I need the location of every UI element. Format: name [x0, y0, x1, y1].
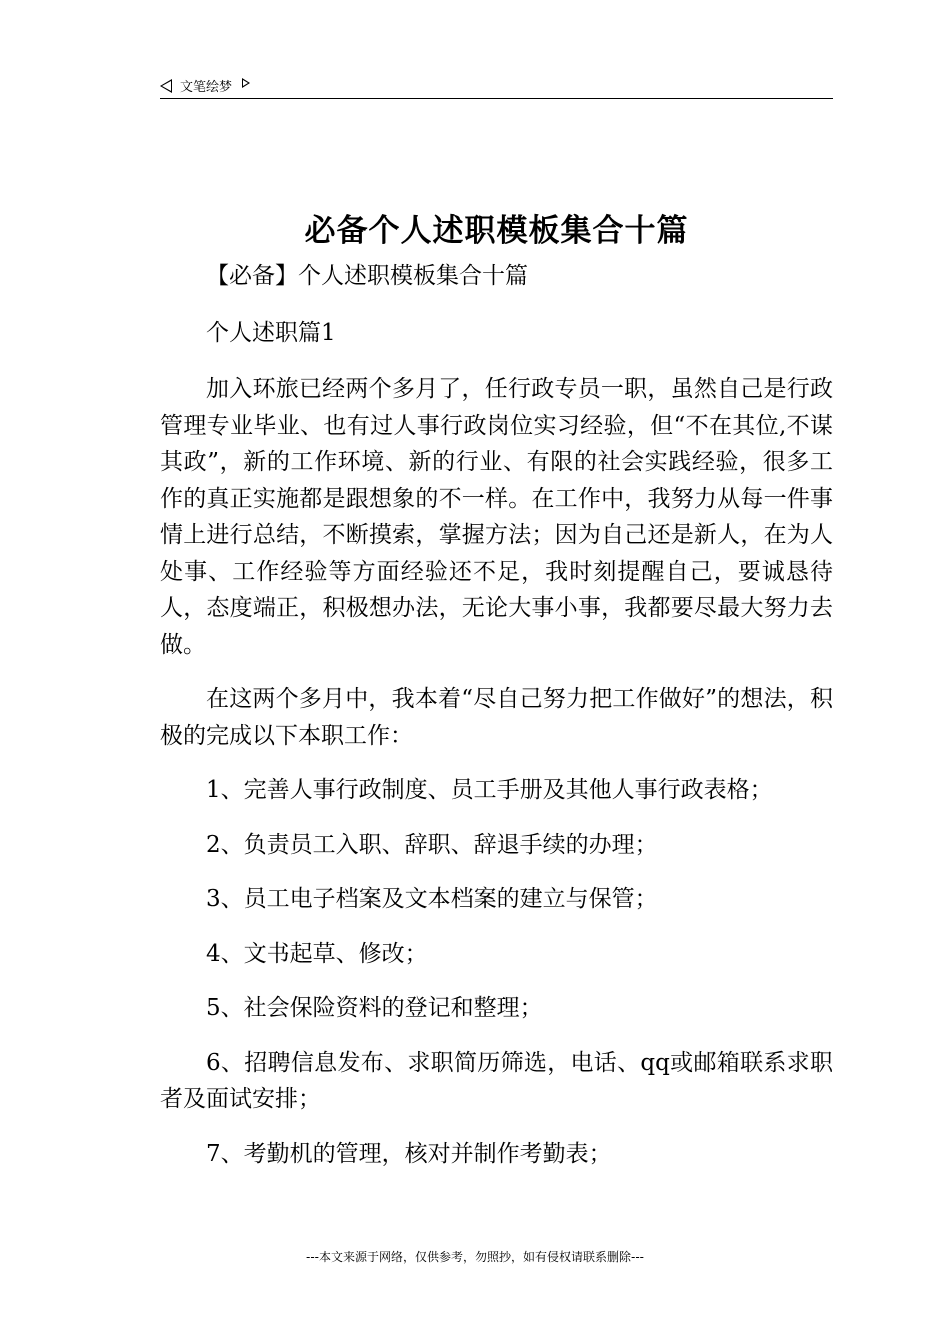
paragraph: 加入环旅已经两个多月了，任行政专员一职，虽然自己是行政管理专业毕业、也有过人事行政岗位实习经验，但“不在其位,不谋其政”，新的工作环境、新的行业、有限的社会实践经验，很多工作的真正实施都是跟想象的不一样。在工作中，我努力从每一件事情上进行总结，不断摸索，掌握方法；因为自己还是新人，在为人处事、工作经验等方面经验还不足，我时刻提醒自己，要诚恳待人，态度端正，积极想办法，无论大事小事，我都要尽最大努力去做。	[160, 376, 833, 658]
document-body	[160, 258, 833, 1190]
triangle-right-icon	[242, 78, 250, 88]
header-brand-group	[160, 76, 250, 95]
header-brand: 文笔绘梦	[180, 80, 233, 95]
section-heading: 个人述职篇1	[206, 319, 336, 346]
list-item: 5、社会保险资料的登记和整理；	[206, 995, 543, 1021]
list-item: 3、员工电子档案及文本档案的建立与保管；	[206, 886, 658, 912]
page-header	[160, 72, 833, 99]
list-item: 7、考勤机的管理，核对并制作考勤表；	[206, 1140, 612, 1167]
list-item: 4、文书起草、修改；	[206, 940, 428, 967]
footer-notice: ---本文来源于网络，仅供参考，勿照抄，如有侵权请联系删除---	[306, 1250, 644, 1264]
document-subtitle: 【必备】个人述职模板集合十篇	[206, 263, 528, 289]
list-item: 2、负责员工入职、辞职、辞退手续的办理；	[206, 831, 658, 858]
document-title: 必备个人述职模板集合十篇	[304, 213, 689, 249]
triangle-left-icon	[160, 79, 172, 93]
list-item: 1、完善人事行政制度、员工手册及其他人事行政表格；	[206, 777, 773, 803]
paragraph: 在这两个多月中，我本着“尽自己努力把工作做好”的想法，积极的完成以下本职工作：	[160, 686, 833, 749]
list-item: 6、招聘信息发布、求职简历筛选，电话、qq或邮箱联系求职者及面试安排；	[160, 1049, 833, 1112]
